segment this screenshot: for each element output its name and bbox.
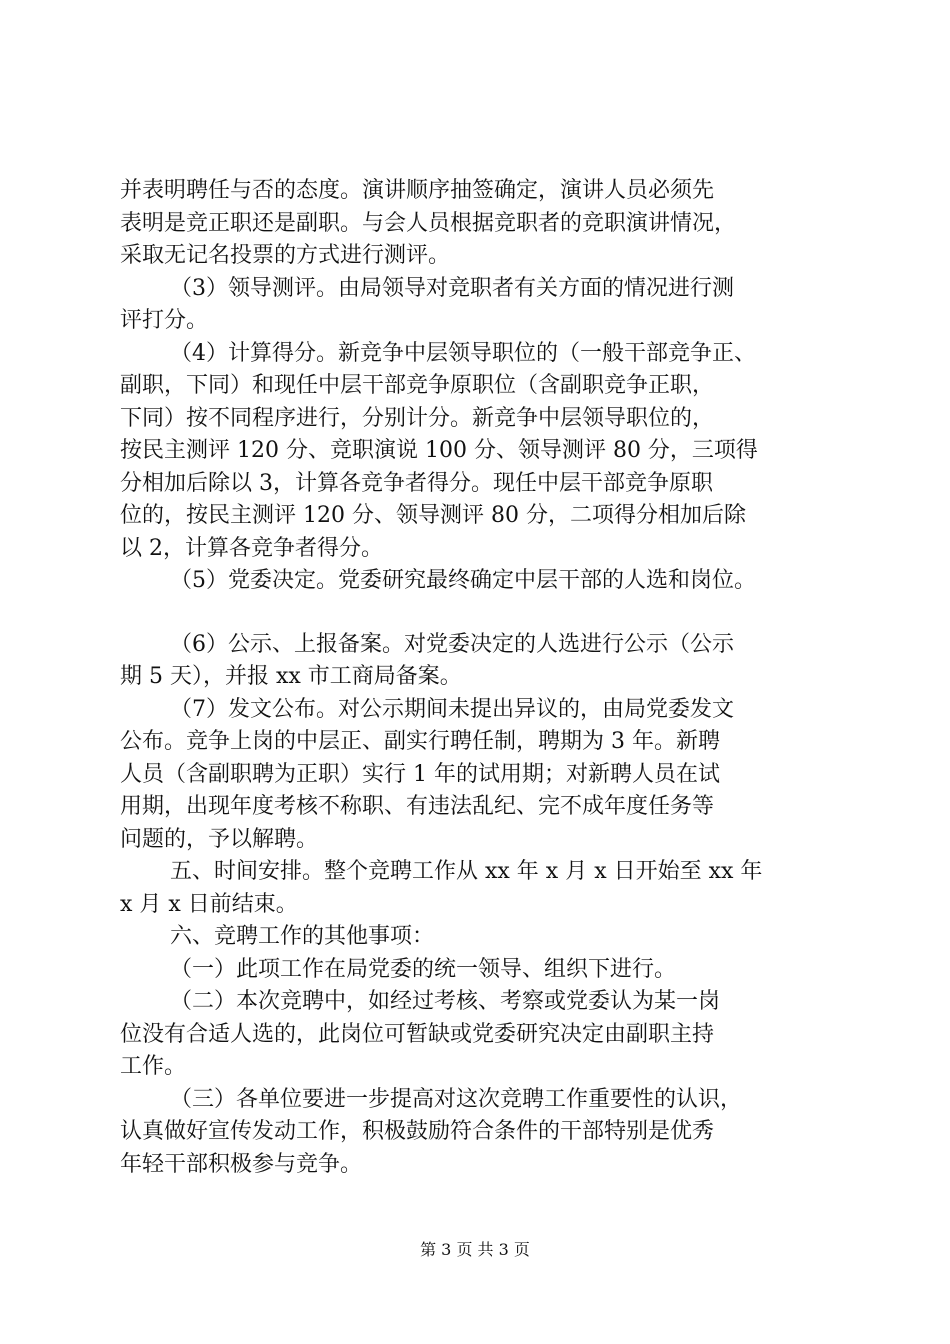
text-line: 期 5 天），并报 xx 市工商局备案。 [120, 664, 462, 689]
text-line: （4）计算得分。新竞争中层领导职位的（一般干部竞争正、 [170, 340, 756, 366]
text-line: 下同）按不同程序进行，分别计分。新竞争中层领导职位的， [120, 405, 715, 431]
text-line: 副职，下同）和现任中层干部竞争原职位（含副职竞争正职， [120, 373, 715, 398]
text-line: 工作。 [120, 1054, 187, 1079]
text-line: 表明是竞正职还是副职。与会人员根据竞职者的竞职演讲情况， [120, 210, 737, 236]
text-line: 认真做好宣传发动工作，积极鼓励符合条件的干部特别是优秀 [120, 1119, 715, 1144]
text-line: x 月 x 日前结束。 [120, 891, 298, 917]
document-body [120, 175, 840, 1181]
text-line: 年轻干部积极参与竞争。 [120, 1151, 363, 1177]
text-line: 采取无记名投票的方式进行测评。 [120, 243, 451, 268]
text-line: 五、时间安排。整个竞聘工作从 xx 年 x 月 x 日开始至 xx 年 [170, 859, 763, 884]
text-line: 评打分。 [120, 308, 209, 333]
text-line: （3）领导测评。由局领导对竞职者有关方面的情况进行测 [170, 275, 734, 301]
text-line: 公布。竞争上岗的中层正、副实行聘任制，聘期为 3 年。新聘 [120, 729, 720, 754]
text-line: 位的，按民主测评 120 分、领导测评 80 分，二项得分相加后除 [120, 503, 746, 528]
text-line: 分相加后除以 3，计算各竞争者得分。现任中层干部竞争原职 [120, 470, 713, 496]
text-line: （6）公示、上报备案。对党委决定的人选进行公示（公示 [170, 631, 734, 657]
text-line: 以 2，计算各竞争者得分。 [120, 535, 383, 561]
paragraph-gap [120, 598, 840, 629]
text-line: 六、竞聘工作的其他事项： [170, 924, 435, 949]
text-line: （5）党委决定。党委研究最终确定中层干部的人选和岗位。 [170, 568, 756, 593]
text-line: 按民主测评 120 分、竞职演说 100 分、领导测评 80 分，三项得 [120, 438, 758, 463]
text-line: 用期，出现年度考核不称职、有违法乱纪、完不成年度任务等 [120, 794, 715, 819]
text-line: （三）各单位要进一步提高对这次竞聘工作重要性的认识， [170, 1086, 743, 1112]
page-number-footer: 第 3 页 共 3 页 [420, 1240, 530, 1259]
text-line: 人员（含副职聘为正职）实行 1 年的试用期；对新聘人员在试 [120, 761, 720, 787]
text-line: 位没有合适人选的，此岗位可暂缺或党委研究决定由副职主持 [120, 1021, 715, 1047]
text-line: （7）发文公布。对公示期间未提出异议的，由局党委发文 [170, 696, 734, 722]
text-line: 并表明聘任与否的态度。演讲顺序抽签确定，演讲人员必须先 [120, 178, 715, 203]
text-line: （一）此项工作在局党委的统一领导、组织下进行。 [170, 956, 677, 982]
text-line: （二）本次竞聘中，如经过考核、考察或党委认为某一岗 [170, 989, 721, 1014]
text-line: 问题的，予以解聘。 [120, 826, 319, 852]
